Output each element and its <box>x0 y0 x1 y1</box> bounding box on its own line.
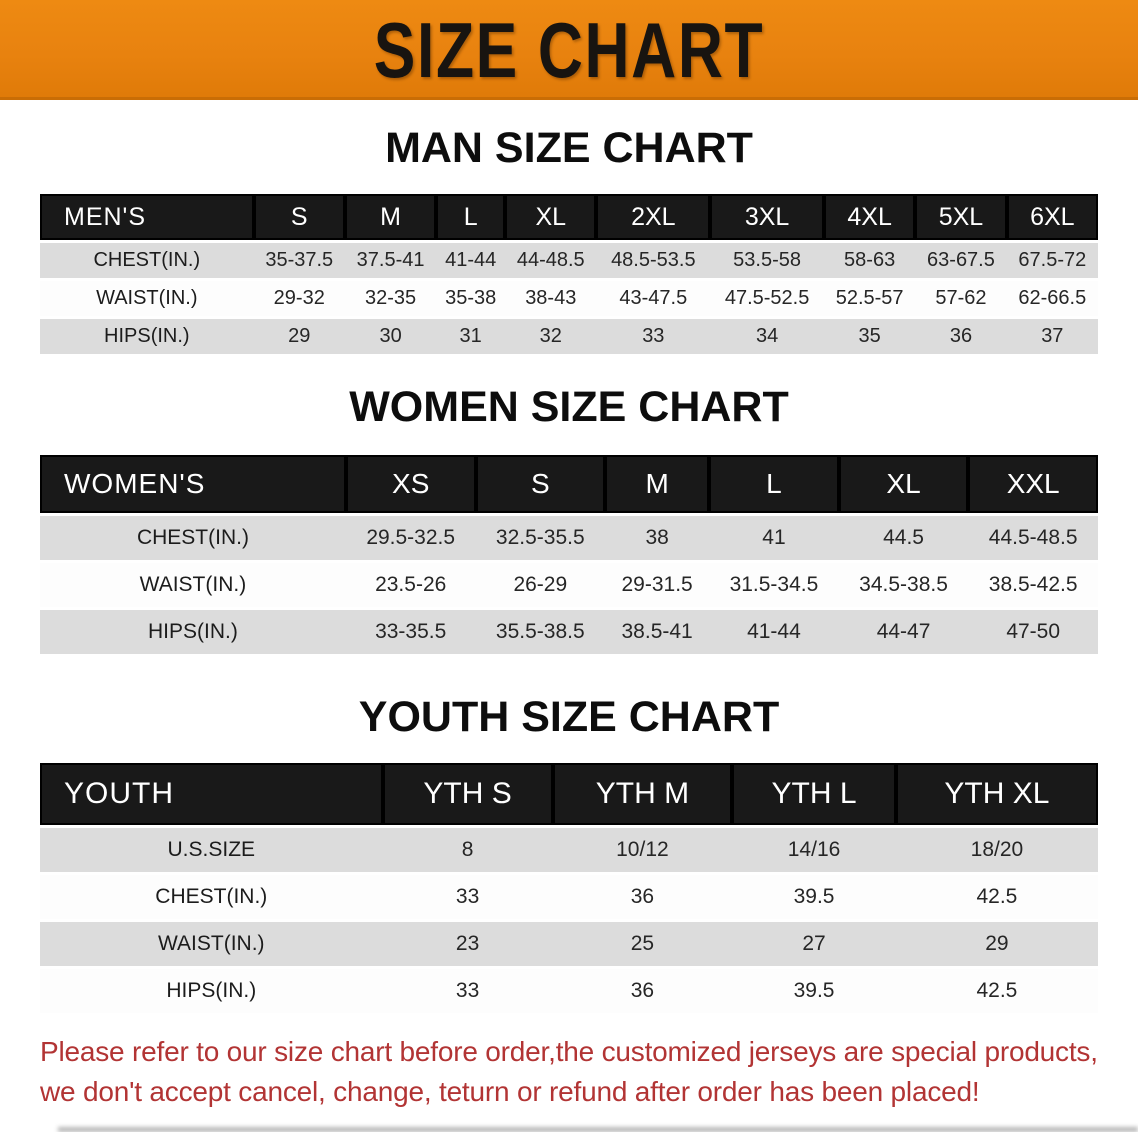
size-value: 29 <box>254 319 345 354</box>
size-value: 14/16 <box>732 828 896 872</box>
column-header-xl: XL <box>505 194 596 240</box>
size-value: 44.5-48.5 <box>968 516 1098 560</box>
size-value: 37.5-41 <box>345 243 436 278</box>
row-label: WAIST(IN.) <box>40 563 346 607</box>
size-value: 48.5-53.5 <box>596 243 710 278</box>
table-row <box>40 922 1098 966</box>
row-label: U.S.SIZE <box>40 828 383 872</box>
youth-size-chart-section <box>0 693 1138 1016</box>
column-header-s: S <box>476 455 606 513</box>
size-value: 41-44 <box>709 610 839 654</box>
size-value: 33 <box>383 875 553 919</box>
man-size-chart-section <box>0 124 1138 357</box>
size-value: 38.5-41 <box>605 610 709 654</box>
column-header-l: L <box>436 194 505 240</box>
size-value: 58-63 <box>824 243 915 278</box>
size-value: 29-32 <box>254 281 345 316</box>
column-header-5xl: 5XL <box>915 194 1006 240</box>
table-row <box>40 610 1098 654</box>
size-value: 38-43 <box>505 281 596 316</box>
size-value: 23 <box>383 922 553 966</box>
table-row <box>40 516 1098 560</box>
column-header-yth-l: YTH L <box>732 763 896 825</box>
column-header-3xl: 3XL <box>710 194 824 240</box>
column-header-s: S <box>254 194 345 240</box>
row-label: WAIST(IN.) <box>40 281 254 316</box>
size-value: 62-66.5 <box>1007 281 1098 316</box>
size-value: 32 <box>505 319 596 354</box>
size-value: 33 <box>596 319 710 354</box>
table-row <box>40 243 1098 278</box>
size-value: 44-47 <box>839 610 969 654</box>
size-value: 34 <box>710 319 824 354</box>
man-size-chart-title: MAN SIZE CHART <box>385 124 753 172</box>
size-value: 27 <box>732 922 896 966</box>
size-value: 33-35.5 <box>346 610 476 654</box>
size-value: 29-31.5 <box>605 563 709 607</box>
size-value: 43-47.5 <box>596 281 710 316</box>
table-row <box>40 319 1098 354</box>
size-value: 41 <box>709 516 839 560</box>
disclaimer-line2: we don't accept cancel, change, teturn or refund after order has been placed! <box>40 1075 980 1107</box>
column-header-yth-m: YTH M <box>553 763 733 825</box>
women-size-chart-section <box>0 383 1138 657</box>
size-value: 52.5-57 <box>824 281 915 316</box>
size-value: 32.5-35.5 <box>476 516 606 560</box>
size-value: 8 <box>383 828 553 872</box>
size-value: 42.5 <box>896 875 1098 919</box>
size-value: 33 <box>383 969 553 1013</box>
column-header-l: L <box>709 455 839 513</box>
table-row <box>40 969 1098 1013</box>
size-value: 23.5-26 <box>346 563 476 607</box>
size-value: 36 <box>553 969 733 1013</box>
column-header-yth-xl: YTH XL <box>896 763 1098 825</box>
table-row <box>40 828 1098 872</box>
size-value: 63-67.5 <box>915 243 1006 278</box>
size-value: 10/12 <box>553 828 733 872</box>
size-value: 30 <box>345 319 436 354</box>
size-value: 34.5-38.5 <box>839 563 969 607</box>
column-header-m: M <box>345 194 436 240</box>
size-value: 32-35 <box>345 281 436 316</box>
man-size-table <box>40 191 1098 357</box>
column-header-4xl: 4XL <box>824 194 915 240</box>
column-header-xxl: XXL <box>968 455 1098 513</box>
size-value: 41-44 <box>436 243 505 278</box>
page-title: SIZE CHART <box>373 5 765 94</box>
size-value: 39.5 <box>732 875 896 919</box>
row-label: CHEST(IN.) <box>40 516 346 560</box>
size-value: 42.5 <box>896 969 1098 1013</box>
size-value: 44.5 <box>839 516 969 560</box>
size-value: 57-62 <box>915 281 1006 316</box>
size-value: 53.5-58 <box>710 243 824 278</box>
size-value: 35 <box>824 319 915 354</box>
row-label: HIPS(IN.) <box>40 969 383 1013</box>
table-row <box>40 281 1098 316</box>
size-value: 29 <box>896 922 1098 966</box>
row-label: HIPS(IN.) <box>40 610 346 654</box>
scan-artifact-line <box>58 1127 1138 1132</box>
table-title-cell: YOUTH <box>40 763 383 825</box>
size-value: 31 <box>436 319 505 354</box>
disclaimer-line1: Please refer to our size chart before order,the customized jerseys are special products, <box>40 1036 1098 1067</box>
size-value: 31.5-34.5 <box>709 563 839 607</box>
row-label: HIPS(IN.) <box>40 319 254 354</box>
size-value: 47.5-52.5 <box>710 281 824 316</box>
women-size-chart-title: WOMEN SIZE CHART <box>349 383 789 431</box>
size-value: 47-50 <box>968 610 1098 654</box>
column-header-xl: XL <box>839 455 969 513</box>
column-header-xs: XS <box>346 455 476 513</box>
size-value: 26-29 <box>476 563 606 607</box>
size-value: 38 <box>605 516 709 560</box>
column-header-m: M <box>605 455 709 513</box>
table-title-cell: MEN'S <box>40 194 254 240</box>
size-value: 29.5-32.5 <box>346 516 476 560</box>
table-row <box>40 875 1098 919</box>
size-value: 39.5 <box>732 969 896 1013</box>
column-header-yth-s: YTH S <box>383 763 553 825</box>
youth-size-table <box>40 760 1098 1016</box>
size-value: 35.5-38.5 <box>476 610 606 654</box>
size-value: 18/20 <box>896 828 1098 872</box>
banner <box>0 0 1138 100</box>
table-row <box>40 563 1098 607</box>
size-value: 36 <box>553 875 733 919</box>
size-value: 44-48.5 <box>505 243 596 278</box>
youth-size-chart-title: YOUTH SIZE CHART <box>358 693 780 741</box>
size-value: 35-38 <box>436 281 505 316</box>
size-value: 35-37.5 <box>254 243 345 278</box>
row-label: CHEST(IN.) <box>40 243 254 278</box>
women-size-table <box>40 452 1098 657</box>
column-header-2xl: 2XL <box>596 194 710 240</box>
size-value: 67.5-72 <box>1007 243 1098 278</box>
column-header-6xl: 6XL <box>1007 194 1098 240</box>
size-value: 37 <box>1007 319 1098 354</box>
size-value: 38.5-42.5 <box>968 563 1098 607</box>
row-label: WAIST(IN.) <box>40 922 383 966</box>
table-header-row <box>40 455 1098 513</box>
disclaimer-note <box>40 1032 1100 1112</box>
table-title-cell: WOMEN'S <box>40 455 346 513</box>
table-header-row <box>40 194 1098 240</box>
size-value: 25 <box>553 922 733 966</box>
size-value: 36 <box>915 319 1006 354</box>
row-label: CHEST(IN.) <box>40 875 383 919</box>
table-header-row <box>40 763 1098 825</box>
